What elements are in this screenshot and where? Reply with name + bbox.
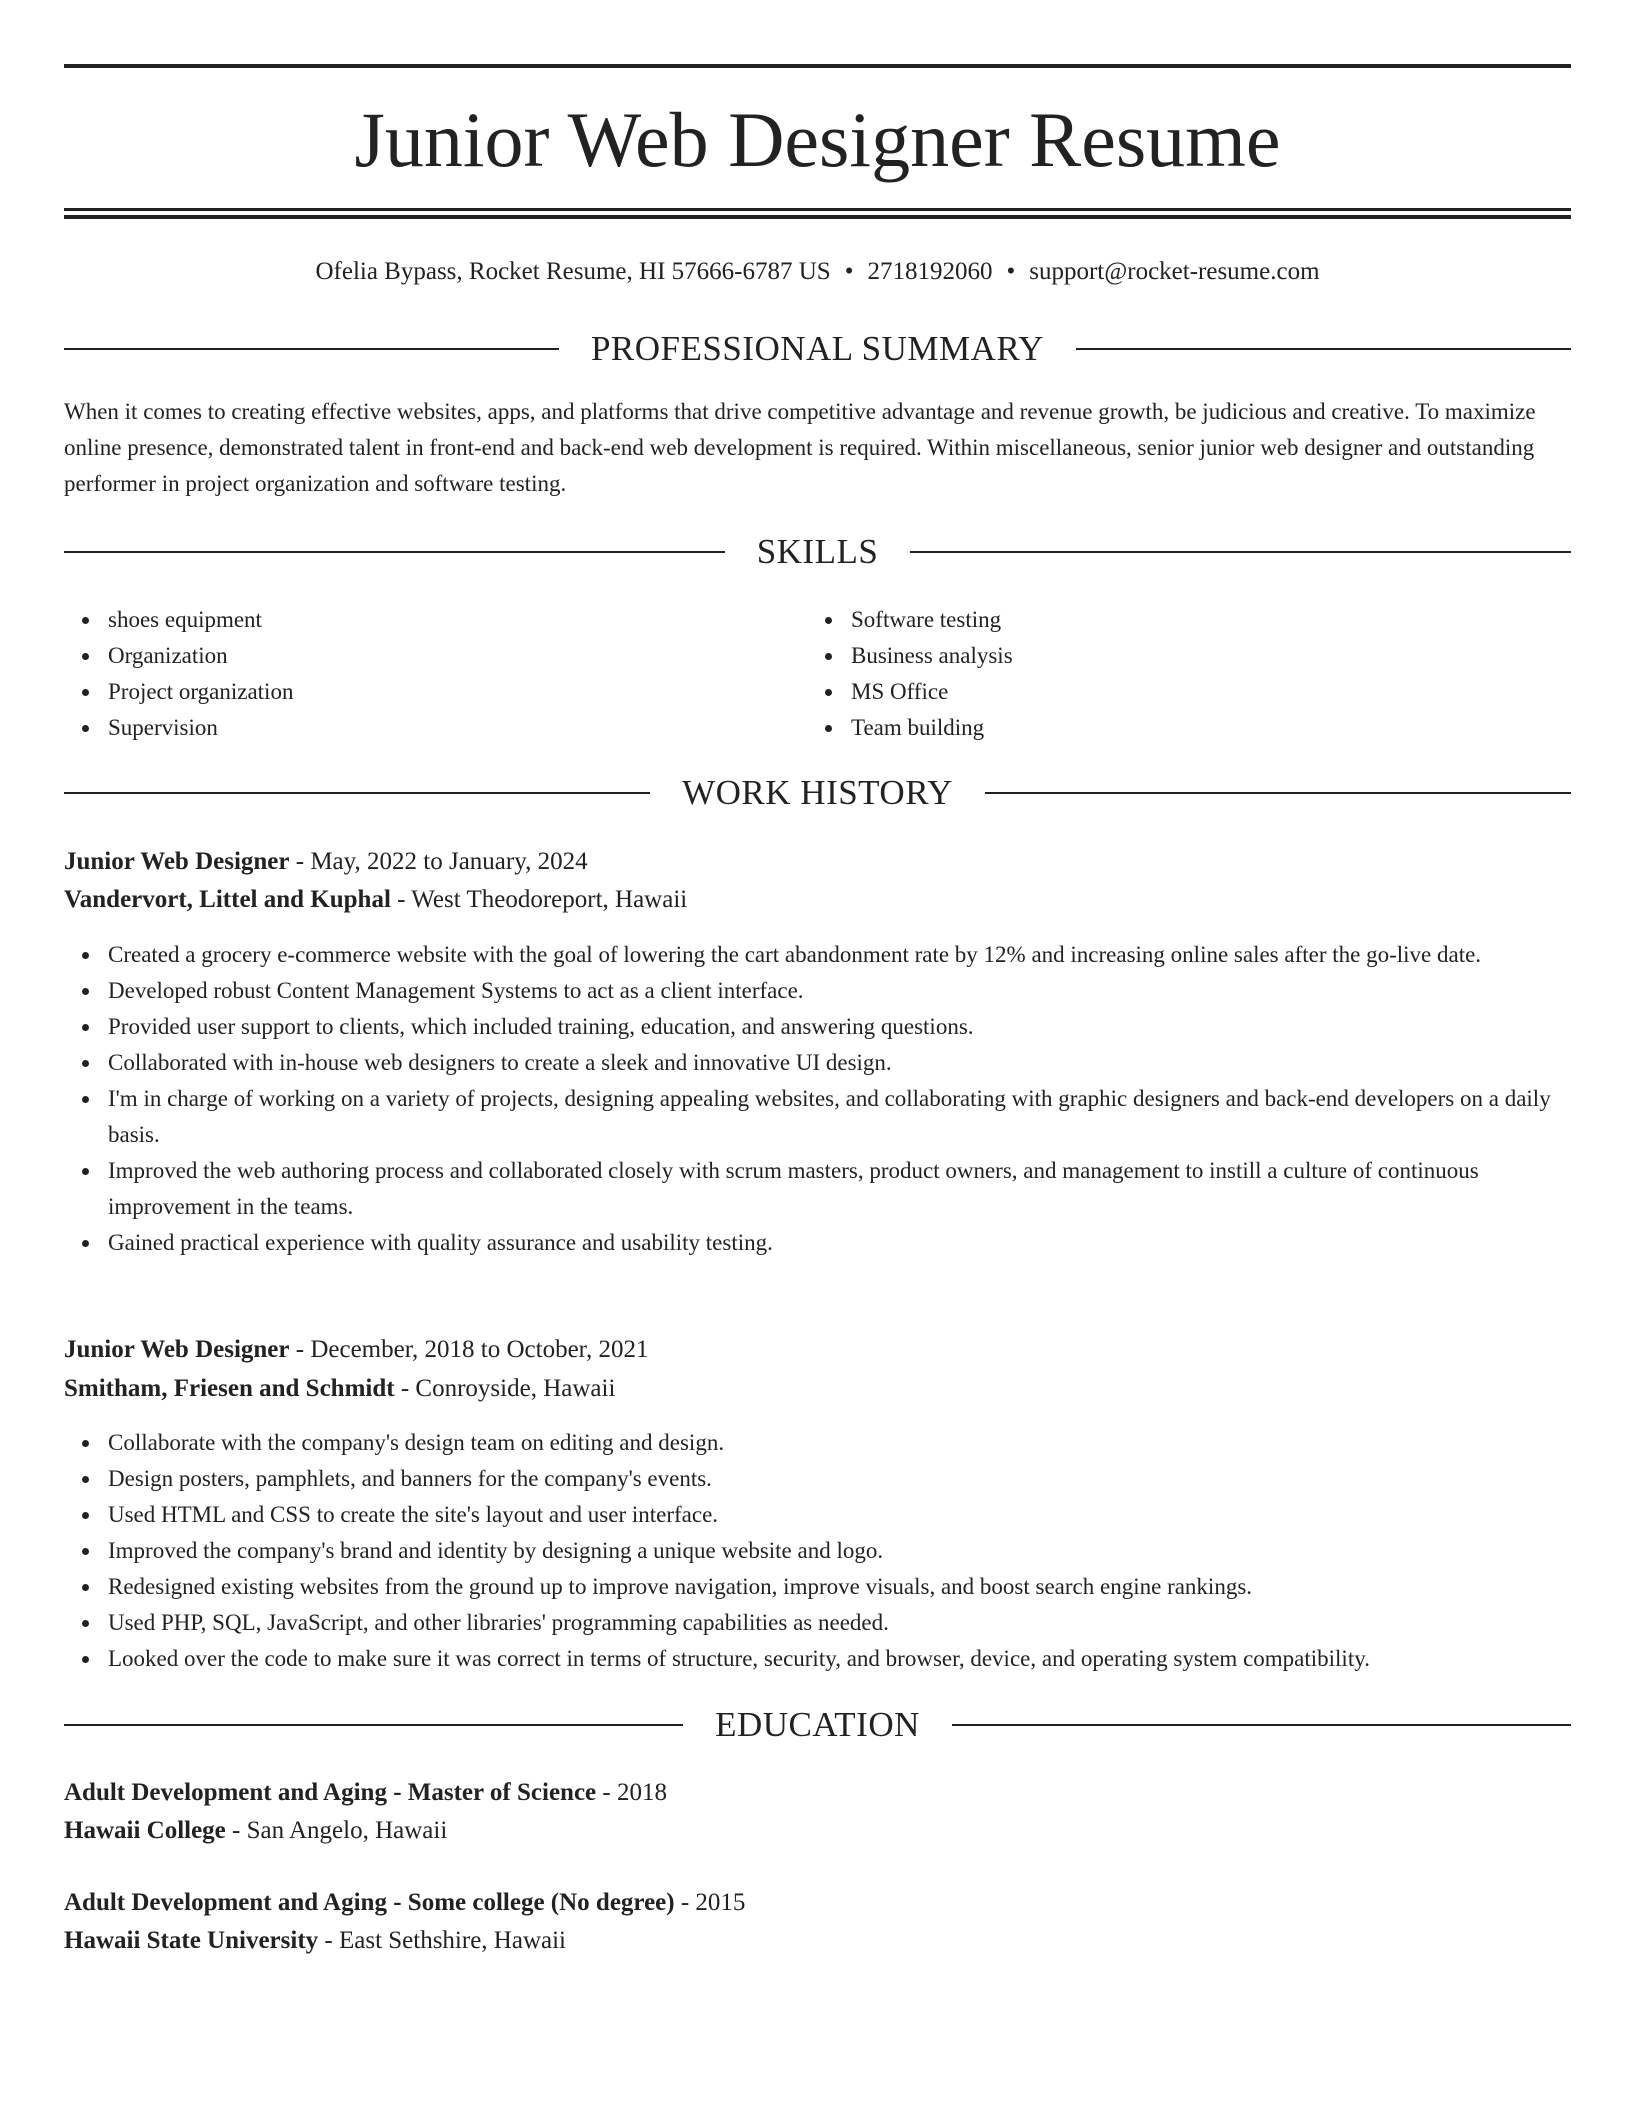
- list-item: Collaborate with the company's design team on editing and design.: [108, 1425, 1571, 1461]
- education-location: East Sethshire, Hawaii: [338, 1927, 566, 1954]
- dash: -: [232, 1817, 241, 1844]
- heading-rule-right: [952, 1724, 1571, 1726]
- job-company: Smitham, Friesen and Schmidt: [64, 1375, 395, 1402]
- dash: -: [324, 1927, 333, 1954]
- contact-email: support@rocket-resume.com: [1029, 258, 1320, 285]
- job-title-line: [64, 1331, 1571, 1369]
- job-bullets: [64, 1425, 1571, 1677]
- section-title: PROFESSIONAL SUMMARY: [590, 329, 1045, 368]
- section-heading-education: [64, 1703, 1571, 1747]
- list-item: Gained practical experience with quality assurance and usability testing.: [108, 1225, 1571, 1261]
- dash: -: [295, 1336, 305, 1363]
- education-degree: Adult Development and Aging - Some college (No degree): [64, 1889, 675, 1916]
- summary-text: When it comes to creating effective websites, apps, and platforms that drive competitive advantage and revenue growth, be judicious and creative. To maximize online presence, demonstrated talent in front-end and back-end web development is required. Within miscellaneous, senior junior web designer and outstanding performer in project organization and software testing.: [64, 399, 1536, 496]
- heading-rule-right: [910, 551, 1571, 553]
- list-item: Collaborated with in-house web designers to create a sleek and innovative UI design.: [108, 1045, 1571, 1081]
- skill-item: Organization: [108, 638, 808, 674]
- job-title: Junior Web Designer: [64, 1336, 290, 1363]
- section-heading-work: [64, 771, 1571, 815]
- list-item: Used HTML and CSS to create the site's layout and user interface.: [108, 1497, 1571, 1533]
- dash: -: [397, 886, 406, 913]
- skills-list-right: [807, 602, 1551, 746]
- job-company-line: [64, 1370, 1571, 1408]
- contact-line: [64, 256, 1571, 288]
- dash: -: [680, 1889, 690, 1916]
- title-rule-lower: [64, 215, 1571, 219]
- list-item: Redesigned existing websites from the ground up to improve navigation, improve visuals, and boost search engine rankings.: [108, 1569, 1571, 1605]
- heading-rule-left: [64, 348, 559, 350]
- education-degree-line: [64, 1884, 1571, 1922]
- contact-separator: •: [844, 258, 854, 285]
- skill-item: Supervision: [108, 710, 808, 746]
- resume-title: Junior Web Designer Resume: [354, 96, 1281, 183]
- contact-phone: 2718192060: [867, 258, 993, 285]
- job-title: Junior Web Designer: [64, 848, 290, 875]
- list-item: I'm in charge of working on a variety of projects, designing appealing websites, and collaborating with graphic designers and back-end developers on a daily basis.: [108, 1081, 1571, 1153]
- list-item: Created a grocery e-commerce website with the goal of lowering the cart abandonment rate by 12% and increasing online sales after the go-live date.: [108, 937, 1571, 973]
- list-item: Improved the company's brand and identity by designing a unique website and logo.: [108, 1533, 1571, 1569]
- contact-separator: •: [1006, 258, 1016, 285]
- job-dates: May, 2022 to January, 2024: [310, 848, 588, 875]
- skill-item: shoes equipment: [108, 602, 808, 638]
- education-school: Hawaii College: [64, 1817, 226, 1844]
- job-location: West Theodoreport, Hawaii: [411, 886, 688, 913]
- job-company-line: [64, 881, 1571, 919]
- skill-item: Business analysis: [851, 638, 1551, 674]
- education-school-line: [64, 1812, 1571, 1850]
- education-school-line: [64, 1922, 1571, 1960]
- job-company: Vandervort, Littel and Kuphal: [64, 886, 391, 913]
- dash: -: [602, 1779, 611, 1806]
- education-location: San Angelo, Hawaii: [246, 1817, 448, 1844]
- dash: -: [295, 848, 305, 875]
- job-title-line: [64, 843, 1571, 881]
- section-title: EDUCATION: [715, 1705, 920, 1744]
- section-title: WORK HISTORY: [682, 773, 953, 812]
- heading-rule-right: [985, 792, 1571, 794]
- job-dates: December, 2018 to October, 2021: [310, 1336, 649, 1363]
- top-rule: [64, 64, 1571, 68]
- list-item: Provided user support to clients, which included training, education, and answering questions.: [108, 1009, 1571, 1045]
- heading-rule-left: [64, 551, 725, 553]
- section-heading-summary: [64, 327, 1571, 371]
- section-heading-skills: [64, 530, 1571, 574]
- heading-rule-left: [64, 792, 650, 794]
- education-degree: Adult Development and Aging - Master of Science: [64, 1779, 597, 1806]
- list-item: Developed robust Content Management Systems to act as a client interface.: [108, 973, 1571, 1009]
- title-rule-upper: [64, 208, 1571, 211]
- education-year: 2018: [616, 1779, 667, 1806]
- skill-item: MS Office: [851, 674, 1551, 710]
- education-year: 2015: [695, 1889, 746, 1916]
- skills-list-left: [64, 602, 808, 746]
- education-degree-line: [64, 1774, 1571, 1812]
- list-item: Design posters, pamphlets, and banners for the company's events.: [108, 1461, 1571, 1497]
- heading-rule-left: [64, 1724, 683, 1726]
- heading-rule-right: [1076, 348, 1571, 350]
- education-school: Hawaii State University: [64, 1927, 319, 1954]
- skill-item: Team building: [851, 710, 1551, 746]
- skill-item: Project organization: [108, 674, 808, 710]
- contact-address: Ofelia Bypass, Rocket Resume, HI 57666-6787 US: [315, 258, 831, 285]
- skill-item: Software testing: [851, 602, 1551, 638]
- dash: -: [400, 1375, 410, 1402]
- job-location: Conroyside, Hawaii: [415, 1375, 616, 1402]
- section-title: SKILLS: [756, 532, 879, 571]
- list-item: Looked over the code to make sure it was correct in terms of structure, security, and browser, device, and operating system compatibility.: [108, 1641, 1571, 1677]
- list-item: Used PHP, SQL, JavaScript, and other libraries' programming capabilities as needed.: [108, 1605, 1571, 1641]
- job-bullets: [64, 937, 1571, 1261]
- list-item: Improved the web authoring process and collaborated closely with scrum masters, product owners, and management to instill a culture of continuous improvement in the teams.: [108, 1153, 1571, 1225]
